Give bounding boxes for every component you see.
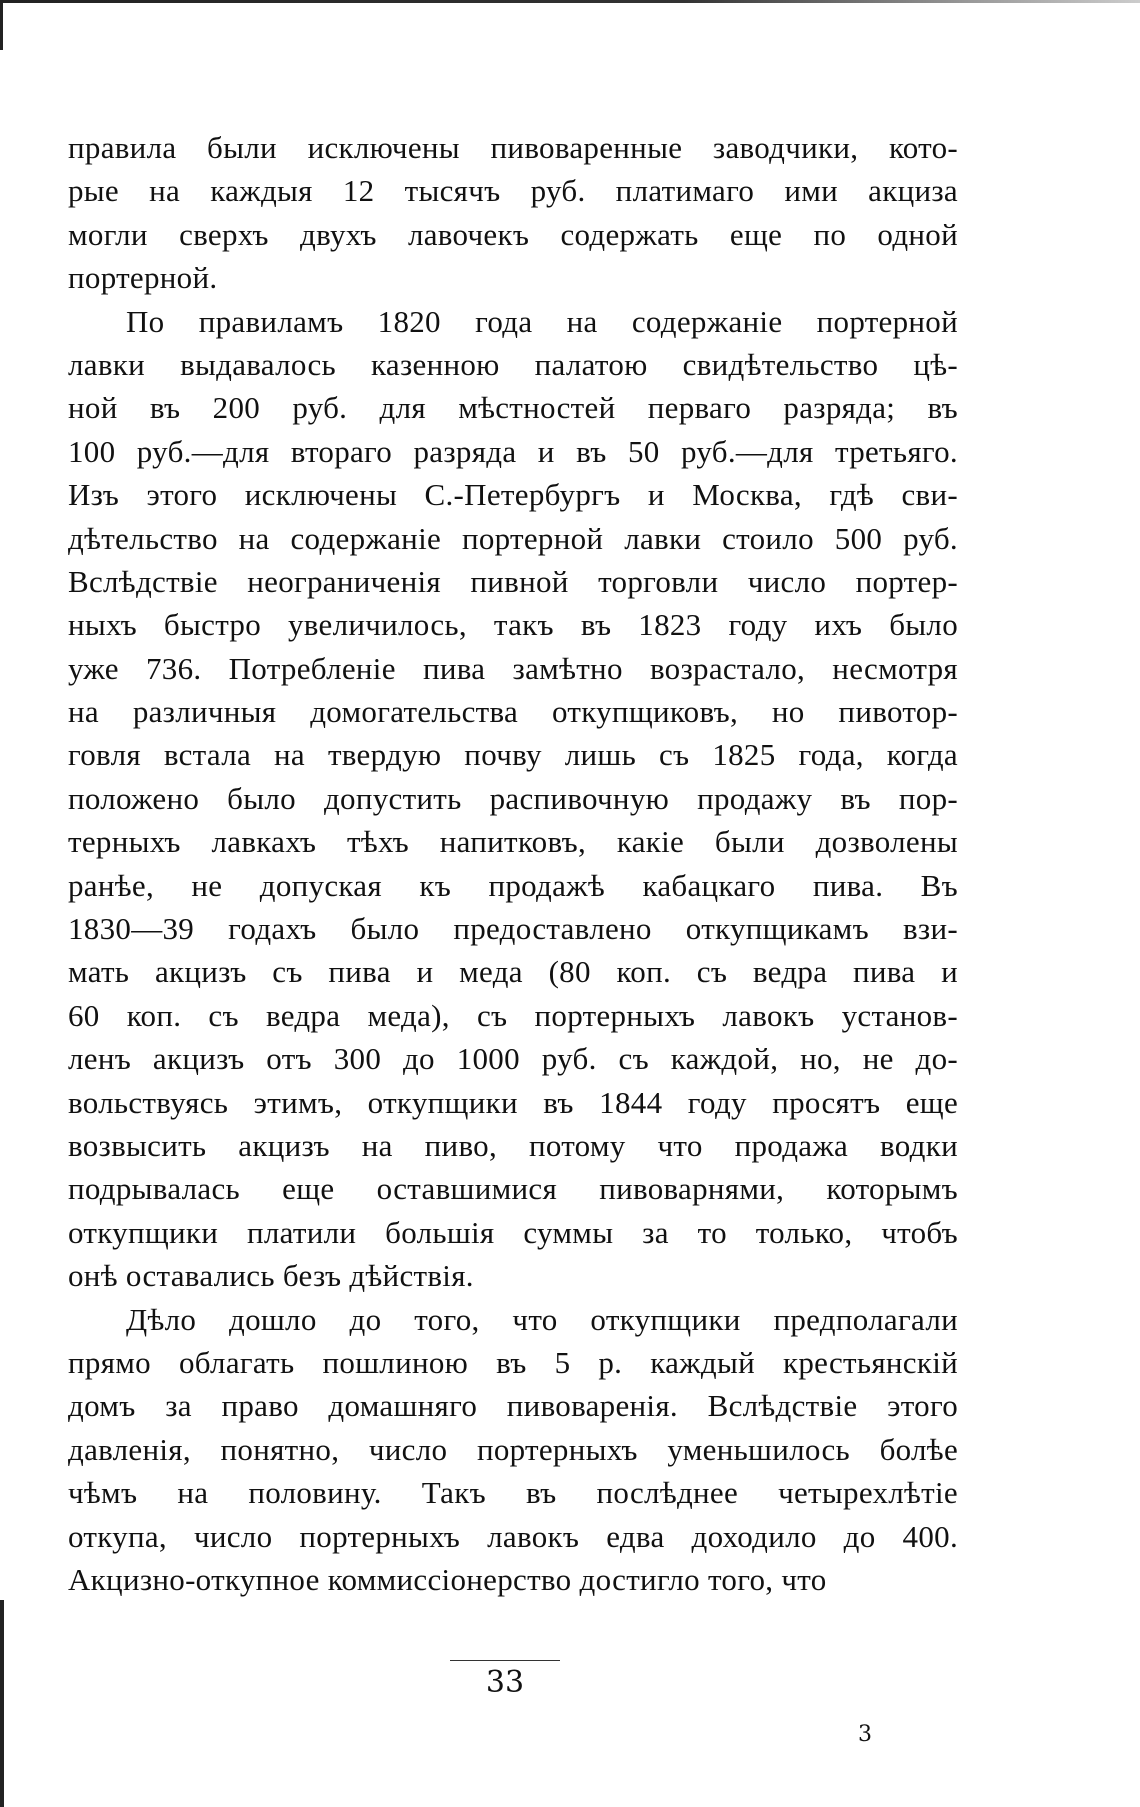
text-line: 60 коп. съ ведра меда), съ портерныхъ лавокъ установ- [68, 997, 958, 1033]
text-line: онѣ оставались безъ дѣйствiя. [68, 1258, 474, 1294]
text-line: портерной. [68, 260, 218, 296]
text-line: вольствуясь этимъ, откупщики въ 1844 году просятъ еще [68, 1084, 958, 1120]
text-line: мать акцизъ съ пива и меда (80 коп. съ ведра пива и [68, 954, 958, 990]
page-number: 33 [485, 1665, 525, 1700]
text-line: ленъ акцизъ отъ 300 до 1000 руб. съ каждой, но, не до- [68, 1041, 958, 1077]
text-line: Изъ этого исключены С.-Петербургъ и Москва, гдѣ сви- [68, 477, 958, 513]
left-edge-rule-top [0, 0, 3, 50]
text-line: 1830—39 годахъ было предоставлено откупщикамъ взи- [68, 911, 958, 947]
page-number-rule [450, 1660, 560, 1661]
text-line: Акцизно-откупное коммиссiонерство достигло того, что [68, 1561, 827, 1597]
text-line: давленiя, понятно, число портерныхъ уменьшилось болѣе [68, 1431, 958, 1467]
text-line: терныхъ лавкахъ тѣхъ напитковъ, какiе были дозволены [68, 824, 958, 860]
text-line: говля встала на твердую почву лишь съ 1825 года, когда [68, 737, 958, 773]
text-line: дѣтельство на содержанiе портерной лавки стоило 500 руб. [68, 520, 958, 556]
text-line: чѣмъ на половину. Такъ въ послѣднее четырехлѣтiе [68, 1475, 958, 1511]
text-line: лавки выдавалось казенною палатою свидѣтельство цѣ- [68, 346, 958, 382]
text-line: возвысить акцизъ на пиво, потому что продажа водки [68, 1127, 958, 1163]
text-line: на различныя домогательства откупщиковъ, но пивотор- [68, 694, 958, 730]
text-line: рые на каждыя 12 тысячъ руб. платимаго ими акциза [68, 173, 958, 209]
signature-mark: 3 [858, 1722, 872, 1747]
left-edge-rule-bottom [0, 1600, 4, 1807]
top-edge-rule [0, 0, 1140, 3]
text-line: По правиламъ 1820 года на содержанiе портерной [126, 303, 958, 339]
text-line: откупщики платили большiя суммы за то только, чтобъ [68, 1214, 958, 1250]
text-line: домъ за право домашняго пивоваренiя. Вслѣдствiе этого [68, 1388, 958, 1424]
body-text [68, 126, 958, 1601]
text-line: откупа, число портерныхъ лавокъ едва доходило до 400. [68, 1518, 958, 1554]
text-line: Вслѣдствiе неограниченiя пивной торговли число портер- [68, 563, 958, 599]
text-line: подрывалась еще оставшимися пивоварнями, которымъ [68, 1171, 958, 1207]
text-line: ной въ 200 руб. для мѣстностей перваго разряда; въ [68, 390, 958, 426]
text-line: уже 736. Потребленiе пива замѣтно возрастало, несмотря [68, 650, 958, 686]
text-line: правила были исключены пивоваренные заводчики, кото- [68, 130, 958, 165]
text-line: могли сверхъ двухъ лавочекъ содержать еще по одной [68, 216, 958, 252]
text-line: ранѣе, не допуская къ продажѣ кабацкаго пива. Въ [68, 867, 958, 903]
text-line: прямо облагать пошлиною въ 5 р. каждый крестьянскiй [68, 1344, 958, 1380]
text-line: 100 руб.—для втораго разряда и въ 50 руб.—для третьяго. [68, 433, 958, 469]
text-line: ныхъ быстро увеличилось, такъ въ 1823 году ихъ было [68, 607, 958, 643]
text-line: положено было допустить распивочную продажу въ пор- [68, 780, 958, 816]
text-line: Дѣло дошло до того, что откупщики предполагали [126, 1301, 958, 1337]
